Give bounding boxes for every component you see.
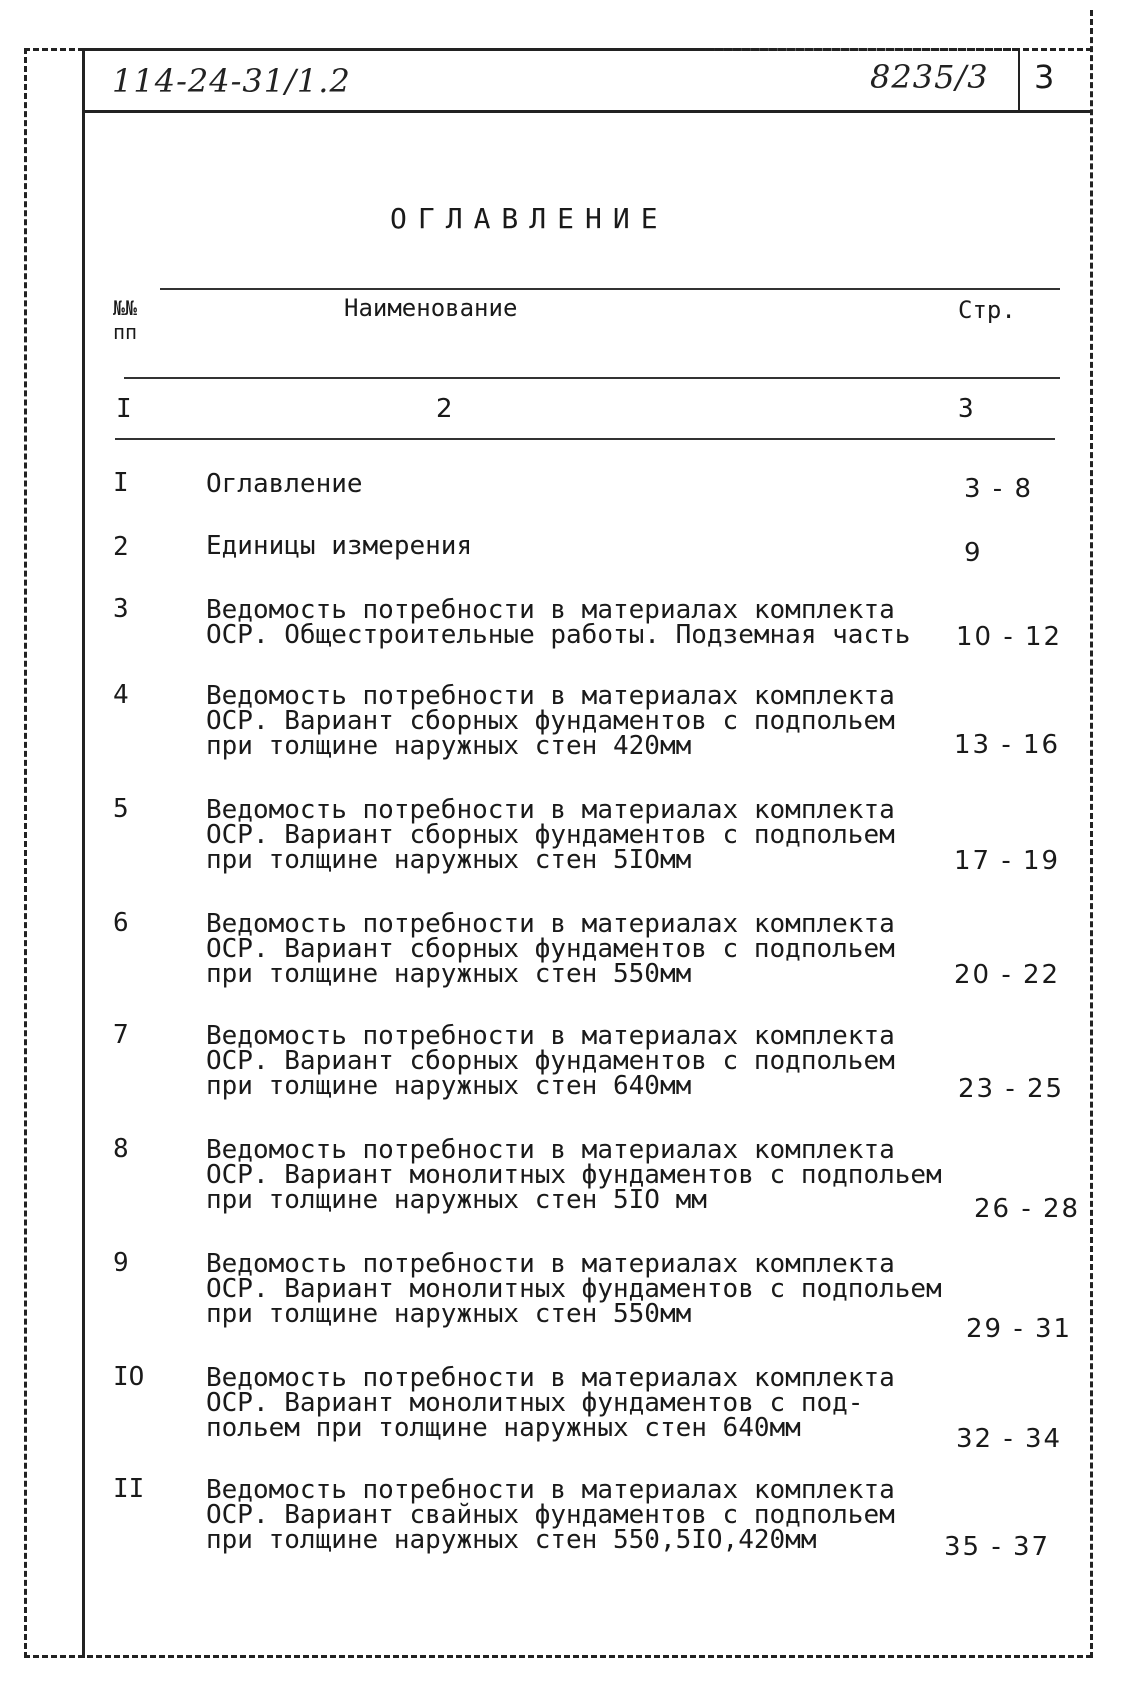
header-rule bbox=[124, 377, 1060, 379]
row-title: Ведомость потребности в материалах комплекта ОСР. Вариант монолитных фундаментов с подпольем при толщине наружных стен 550мм bbox=[206, 1249, 942, 1329]
row-number: 8 bbox=[113, 1134, 129, 1164]
row-title: Ведомость потребности в материалах комплекта ОСР. Вариант свайных фундаментов с подпольем при толщине наружных стен 550,5IO,420мм bbox=[206, 1475, 895, 1555]
row-number: 3 bbox=[113, 594, 129, 624]
document-number: 8235/3 bbox=[870, 58, 989, 96]
row-title: Оглавление bbox=[206, 469, 363, 499]
row-pages: 13 - 16 bbox=[954, 730, 1061, 760]
stamp-separator bbox=[1018, 48, 1020, 110]
header-name: Наименование bbox=[344, 294, 518, 322]
stamp-top-line bbox=[82, 48, 1018, 51]
row-title: Ведомость потребности в материалах комплекта ОСР. Вариант монолитных фундаментов с подпольем при толщине наружных стен 5IO мм bbox=[206, 1135, 942, 1215]
row-pages: 10 - 12 bbox=[956, 622, 1063, 652]
row-pages: 23 - 25 bbox=[958, 1074, 1065, 1104]
row-title: Ведомость потребности в материалах комплекта ОСР. Общестроительные работы. Подземная часть bbox=[206, 595, 911, 650]
row-pages: 26 - 28 bbox=[974, 1194, 1081, 1224]
row-number: I bbox=[113, 468, 129, 498]
row-pages: 32 - 34 bbox=[956, 1424, 1063, 1454]
column-number-2: 2 bbox=[436, 394, 453, 424]
binding-margin-line bbox=[82, 48, 85, 1658]
row-title: Ведомость потребности в материалах комплекта ОСР. Вариант монолитных фундаментов с под- польем при толщине наружных стен 640мм bbox=[206, 1363, 895, 1443]
row-title: Ведомость потребности в материалах комплекта ОСР. Вариант сборных фундаментов с подпольем при толщине наружных стен 550мм bbox=[206, 909, 895, 989]
row-pages: 17 - 19 bbox=[954, 846, 1061, 876]
row-pages: 20 - 22 bbox=[954, 960, 1061, 990]
page-frame-right bbox=[1090, 10, 1093, 1658]
row-number: 9 bbox=[113, 1248, 129, 1278]
row-number: 7 bbox=[113, 1020, 129, 1050]
row-number: 2 bbox=[113, 532, 129, 562]
row-pages: 35 - 37 bbox=[944, 1532, 1051, 1562]
row-title: Ведомость потребности в материалах комплекта ОСР. Вариант сборных фундаментов с подпольем при толщине наружных стен 420мм bbox=[206, 681, 895, 761]
row-pages: 3 - 8 bbox=[964, 474, 1033, 504]
document-code: 114-24-31/1.2 bbox=[112, 62, 351, 100]
row-pages: 9 bbox=[964, 538, 983, 568]
row-title: Ведомость потребности в материалах комплекта ОСР. Вариант сборных фундаментов с подпольем при толщине наружных стен 5IOмм bbox=[206, 795, 895, 875]
page-title: ОГЛАВЛЕНИЕ bbox=[390, 202, 669, 235]
header-number: №№ пп bbox=[113, 296, 138, 344]
row-title: Единицы измерения bbox=[206, 531, 473, 561]
row-number: II bbox=[113, 1474, 145, 1504]
header-page: Стр. bbox=[958, 296, 1016, 324]
row-number: 5 bbox=[113, 794, 129, 824]
row-pages: 29 - 31 bbox=[966, 1314, 1073, 1344]
stamp-bottom-line bbox=[82, 110, 1092, 113]
column-number-3: 3 bbox=[958, 394, 974, 424]
table-top-rule bbox=[160, 288, 1060, 290]
row-number: 4 bbox=[113, 680, 129, 710]
column-number-1: I bbox=[116, 394, 132, 424]
column-number-rule bbox=[115, 438, 1055, 440]
row-title: Ведомость потребности в материалах комплекта ОСР. Вариант сборных фундаментов с подпольем при толщине наружных стен 640мм bbox=[206, 1021, 895, 1101]
row-number: IO bbox=[113, 1362, 145, 1392]
row-number: 6 bbox=[113, 908, 129, 938]
sheet-number: 3 bbox=[1034, 58, 1055, 96]
